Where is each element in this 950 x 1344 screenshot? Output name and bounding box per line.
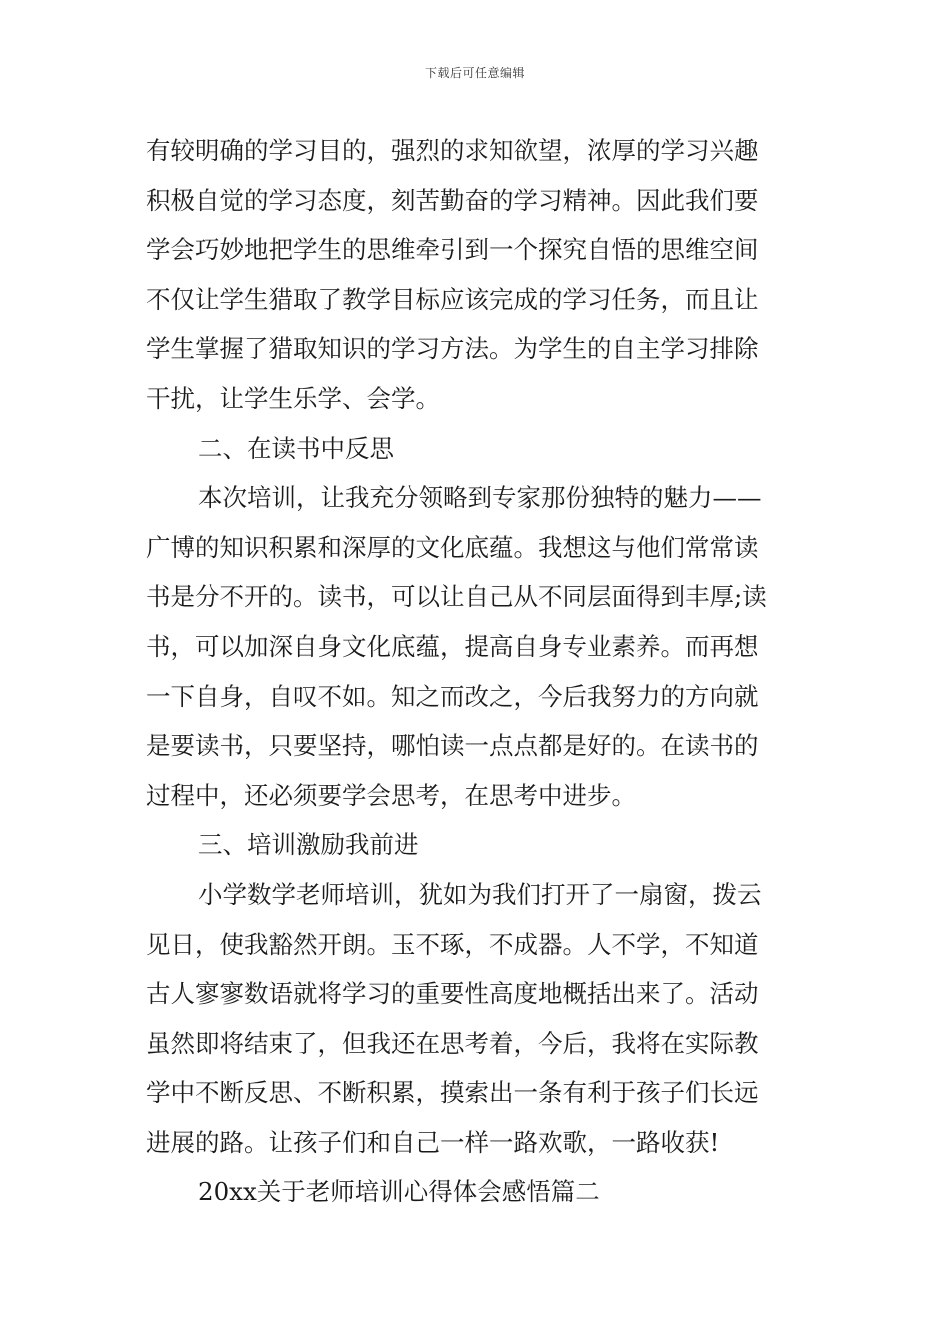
- paragraph-line: 本次培训，让我充分领略到专家那份独特的魅力——: [198, 483, 762, 513]
- section-heading: 二、在读书中反思: [198, 433, 394, 463]
- paragraph-line: 广博的知识积累和深厚的文化底蕴。我想这与他们常常读: [146, 532, 759, 562]
- paragraph-line: 见日，使我豁然开朗。玉不琢，不成器。人不学，不知道: [146, 929, 759, 959]
- paragraph-line: 有较明确的学习目的，强烈的求知欲望，浓厚的学习兴趣: [146, 136, 759, 165]
- paragraph-line: 书是分不开的。读书，可以让自己从不同层面得到丰厚;读: [146, 582, 767, 612]
- paragraph-line: 是要读书，只要坚持，哪怕读一点点都是好的。在读书的: [146, 731, 759, 761]
- document-body: [146, 126, 811, 1217]
- page-header: 下载后可任意编辑: [424, 66, 525, 80]
- paragraph-line: 不仅让学生猎取了教学目标应该完成的学习任务，而且让: [146, 284, 759, 314]
- paragraph-line: 学中不断反思、不断积累，摸索出一条有利于孩子们长远: [146, 1078, 759, 1108]
- paragraph-line: 学会巧妙地把学生的思维牵引到一个探究自悟的思维空间: [146, 235, 759, 265]
- article-title: 20xx关于老师培训心得体会感悟篇二: [198, 1177, 600, 1207]
- paragraph-line: 进展的路。让孩子们和自己一样一路欢歌，一路收获!: [146, 1127, 720, 1157]
- paragraph-line: 过程中，还必须要学会思考，在思考中进步。: [146, 780, 636, 810]
- paragraph-line: 学生掌握了猎取知识的学习方法。为学生的自主学习排除: [146, 334, 759, 364]
- paragraph-line: 古人寥寥数语就将学习的重要性高度地概括出来了。活动: [146, 979, 759, 1009]
- paragraph-line: 干扰，让学生乐学、会学。: [146, 383, 440, 413]
- paragraph-line: 虽然即将结束了，但我还在思考着，今后，我将在实际教: [146, 1028, 759, 1058]
- paragraph-line: 书，可以加深自身文化底蕴，提高自身专业素养。而再想: [146, 631, 759, 661]
- paragraph-line: 小学数学老师培训，犹如为我们打开了一扇窗，拨云: [198, 879, 762, 909]
- section-heading: 三、培训激励我前进: [198, 830, 419, 860]
- paragraph-line: 积极自觉的学习态度，刻苦勤奋的学习精神。因此我们要: [146, 185, 759, 215]
- paragraph-line: 一下自身，自叹不如。知之而改之，今后我努力的方向就: [146, 681, 759, 711]
